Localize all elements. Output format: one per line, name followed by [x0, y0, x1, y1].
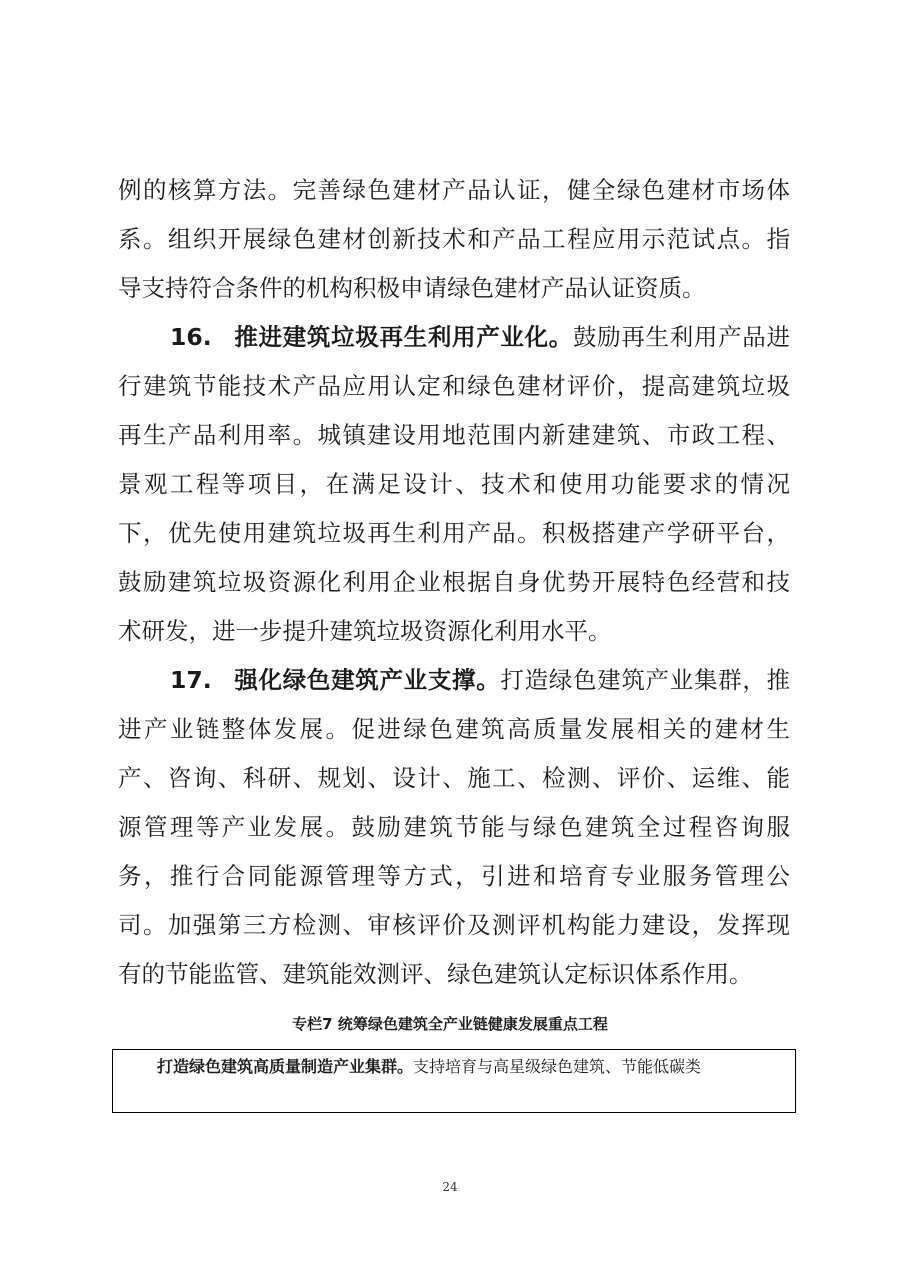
paragraph-16-text: 鼓励再生利用产品进 — [572, 323, 791, 351]
paragraph-17-first-line — [118, 665, 790, 695]
body-line: 鼓励建筑垃圾资源化利用企业根据自身优势开展特色经营和技 — [118, 568, 790, 596]
body-line: 有的节能监管、建筑能效测评、绿色建筑认定标识体系作用。 — [118, 960, 753, 988]
paragraph-16-title: 推进建筑垃圾再生利用产业化。 — [233, 323, 573, 351]
paragraph-17-number: 17. — [170, 666, 212, 694]
column-box — [112, 1049, 796, 1113]
body-line: 司。加强第三方检测、审核评价及测评机构能力建设，发挥现 — [118, 911, 790, 939]
paragraph-16-first-line — [118, 322, 790, 352]
body-line: 产、咨询、科研、规划、设计、施工、检测、评价、运维、能 — [118, 764, 790, 792]
paragraph-17-title: 强化绿色建筑产业支撑。 — [233, 666, 501, 694]
paragraph-16-number: 16. — [170, 323, 212, 351]
paragraph-17-text: 打造绿色建筑产业集群，推 — [500, 666, 791, 694]
page-number: 24 — [442, 1180, 458, 1194]
body-line: 进产业链整体发展。促进绿色建筑高质量发展相关的建材生 — [118, 715, 790, 743]
body-line: 再生产品利用率。城镇建设用地范围内新建建筑、市政工程、 — [118, 421, 790, 449]
body-line: 导支持符合条件的机构积极申请绿色建材产品认证资质。 — [118, 274, 706, 302]
column-item-heading: 打造绿色建筑高质量制造产业集群。 — [157, 1057, 414, 1076]
column-item — [157, 1055, 701, 1079]
body-line: 行建筑节能技术产品应用认定和绿色建材评价，提高建筑垃圾 — [118, 372, 790, 400]
column-item-text: 支持培育与高星级绿色建筑、节能低碳类 — [413, 1057, 702, 1076]
body-line: 务，推行合同能源管理等方式，引进和培育专业服务管理公 — [118, 862, 790, 890]
body-line: 系。组织开展绿色建材创新技术和产品工程应用示范试点。指 — [118, 225, 790, 253]
body-line: 景观工程等项目，在满足设计、技术和使用功能要求的情况 — [118, 470, 790, 498]
body-line: 例的核算方法。完善绿色建材产品认证，健全绿色建材市场体 — [118, 176, 790, 204]
column-title: 专栏7 统筹绿色建筑全产业链健康发展重点工程 — [292, 1015, 608, 1033]
body-line: 源管理等产业发展。鼓励建筑节能与绿色建筑全过程咨询服 — [118, 813, 790, 841]
body-line: 术研发，进一步提升建筑垃圾资源化利用水平。 — [118, 617, 612, 645]
body-line: 下，优先使用建筑垃圾再生利用产品。积极搭建产学研平台， — [118, 519, 790, 547]
